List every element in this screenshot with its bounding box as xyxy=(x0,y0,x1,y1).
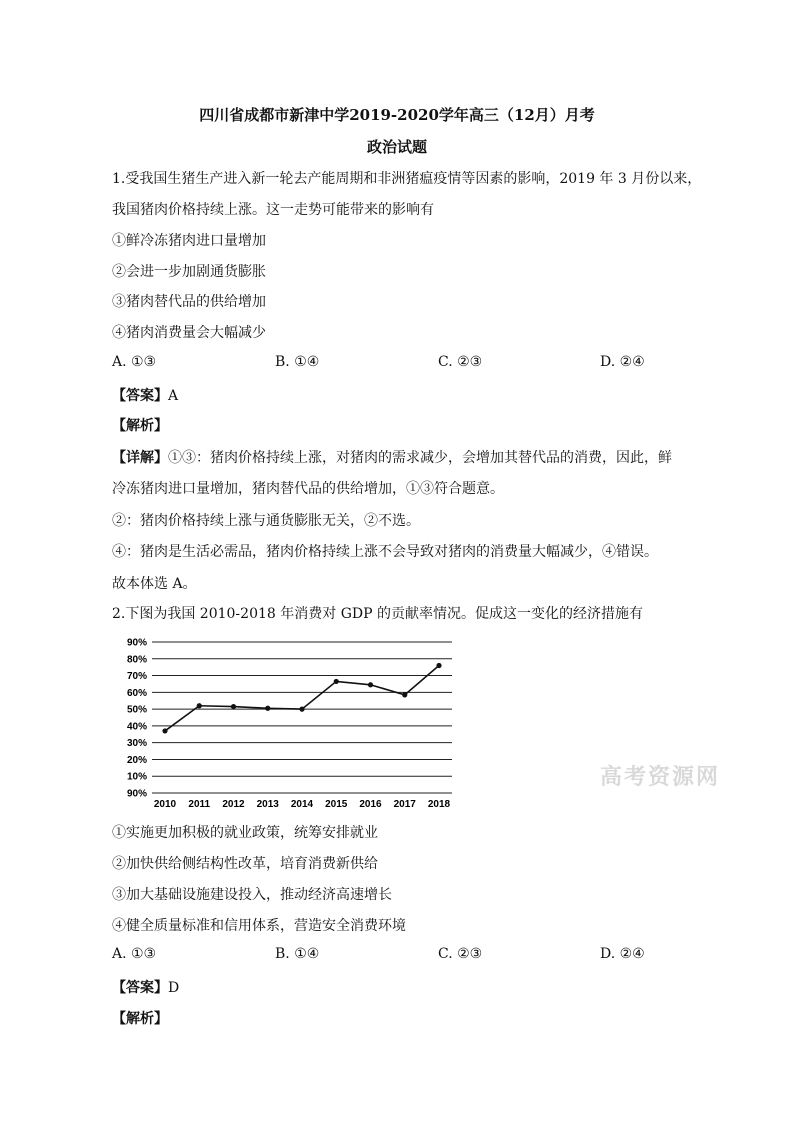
q1-item-4: ④猪肉消费量会大幅减少 xyxy=(112,325,266,341)
x-tick-label: 2011 xyxy=(188,799,211,810)
chart-grid xyxy=(152,642,452,793)
q1-detail-text1: ①③：猪肉价格持续上涨，对猪肉的需求减少，会增加其替代品的消费，因此，鲜 xyxy=(168,450,672,466)
data-point xyxy=(299,707,304,712)
q2-option-b: B. ①④ xyxy=(275,946,320,962)
watermark: 高考资源网 xyxy=(600,764,721,790)
q1-answer xyxy=(112,385,178,405)
data-point xyxy=(368,682,373,687)
data-point xyxy=(436,663,441,668)
data-point xyxy=(402,692,407,697)
chart-points xyxy=(162,663,441,734)
q1-detail-line2: 冷冻猪肉进口量增加，猪肉替代品的供给增加，①③符合题意。 xyxy=(112,481,504,497)
x-tick-label: 2012 xyxy=(222,799,245,810)
data-point xyxy=(231,704,236,709)
x-tick-label: 2016 xyxy=(359,799,382,810)
x-tick-label: 2010 xyxy=(153,799,177,810)
q2-stem: 2.下图为我国 2010-2018 年消费对 GDP 的贡献率情况。促成这一变化的经济措施有 xyxy=(112,606,643,622)
q2-answer xyxy=(112,977,179,997)
q2-answer-value: D xyxy=(168,980,180,996)
q2-item-4: ④健全质量标准和信用体系，营造安全消费环境 xyxy=(112,918,406,934)
y-tick-label: 40% xyxy=(126,721,147,733)
q1-analysis-label: 【解析】 xyxy=(112,418,168,434)
y-tick-label: 80% xyxy=(126,654,147,666)
data-point xyxy=(197,703,202,708)
q1-answer-value: A xyxy=(168,388,179,404)
q2-item-2: ②加快供给侧结构性改革，培育消费新供给 xyxy=(112,856,378,872)
chart-x-ticks xyxy=(154,799,451,810)
q1-detail-line4: ④：猪肉是生活必需品，猪肉价格持续上涨不会导致对猪肉的消费量大幅减少，④错误。 xyxy=(112,544,658,560)
y-tick-label: 50% xyxy=(126,704,147,716)
q1-stem-line2: 我国猪肉价格持续上涨。这一走势可能带来的影响有 xyxy=(112,202,434,218)
q2-answer-label: 【答案】 xyxy=(112,980,168,996)
contribution-line-chart xyxy=(112,630,462,810)
q1-answer-label: 【答案】 xyxy=(112,388,168,404)
y-tick-label: 20% xyxy=(126,754,147,766)
q1-conclusion: 故本体选 A。 xyxy=(112,576,197,592)
paper-subtitle: 政治试题 xyxy=(366,138,427,156)
q1-detail-label: 【详解】 xyxy=(112,450,168,466)
q1-stem-line1: 1.受我国生猪生产进入新一轮去产能周期和非洲猪瘟疫情等因素的影响，2019 年 3 月份以来， xyxy=(112,171,702,187)
q1-detail-line3: ②：猪肉价格持续上涨与通货膨胀无关，②不选。 xyxy=(112,513,420,529)
x-tick-label: 2018 xyxy=(427,799,451,810)
y-tick-label: 60% xyxy=(126,687,147,699)
q1-item-3: ③猪肉替代品的供给增加 xyxy=(112,294,266,310)
y-tick-label: 10% xyxy=(126,771,147,783)
q1-detail-line1 xyxy=(112,447,672,467)
q1-option-d: D. ②④ xyxy=(600,354,645,370)
y-tick-label: 90% xyxy=(126,637,147,649)
q1-option-a: A. ①③ xyxy=(112,354,157,370)
y-tick-label: 70% xyxy=(126,671,147,683)
q2-item-1: ①实施更加积极的就业政策，统筹安排就业 xyxy=(112,825,378,841)
q1-item-1: ①鲜冷冻猪肉进口量增加 xyxy=(112,233,266,249)
q1-option-b: B. ①④ xyxy=(275,354,320,370)
x-tick-label: 2013 xyxy=(256,799,279,810)
data-point xyxy=(334,679,339,684)
y-tick-label: 30% xyxy=(126,738,147,750)
x-tick-label: 2014 xyxy=(290,799,314,810)
q2-item-3: ③加大基础设施建设投入，推动经济高速增长 xyxy=(112,887,392,903)
q2-option-c: C. ②③ xyxy=(438,946,483,962)
q1-item-2: ②会进一步加剧通货膨胀 xyxy=(112,264,266,280)
q2-analysis-label: 【解析】 xyxy=(112,1011,168,1027)
chart-y-ticks xyxy=(127,638,147,800)
paper-title: 四川省成都市新津中学2019-2020学年高三（12月）月考 xyxy=(199,106,595,124)
data-point xyxy=(265,706,270,711)
y-tick-label: 90% xyxy=(126,788,147,800)
data-point xyxy=(162,728,167,733)
q2-option-a: A. ①③ xyxy=(112,946,157,962)
x-tick-label: 2015 xyxy=(325,799,348,810)
q1-option-c: C. ②③ xyxy=(438,354,483,370)
q2-option-d: D. ②④ xyxy=(600,946,645,962)
x-tick-label: 2017 xyxy=(393,799,416,810)
